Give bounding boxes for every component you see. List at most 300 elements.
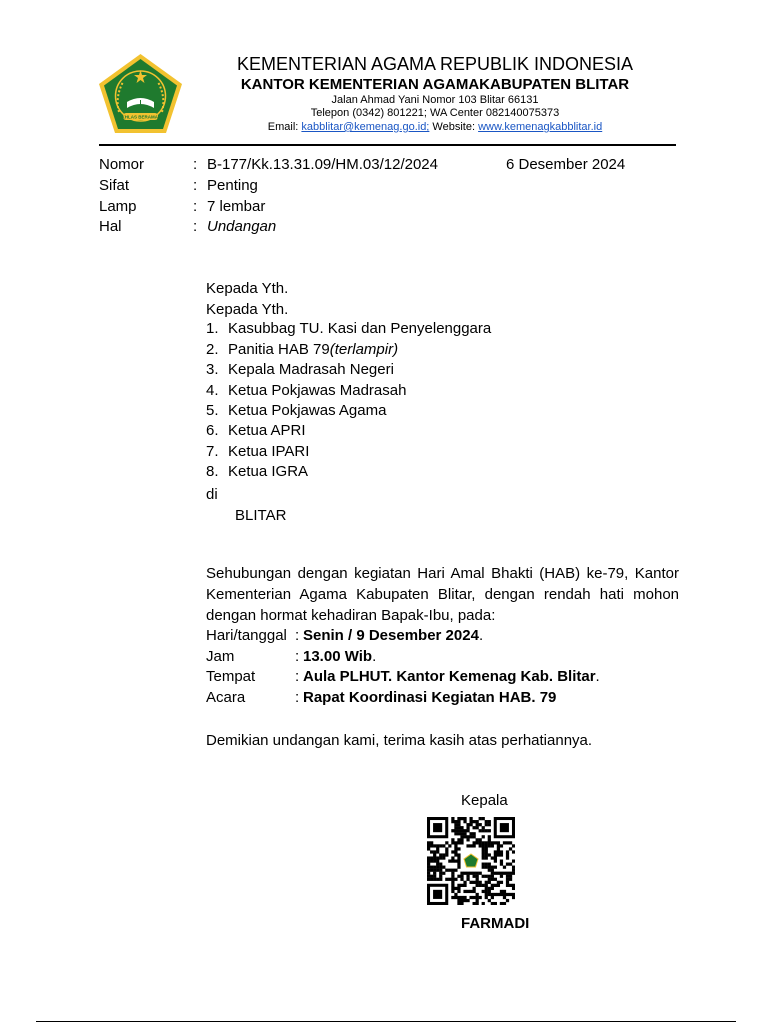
qr-module [427,847,430,850]
qr-module [482,850,485,853]
qr-module [442,853,445,856]
qr-module [445,878,448,881]
qr-module [460,829,463,832]
qr-module [466,838,469,841]
qr-module [451,850,454,853]
list-item: 6. Ketua APRI [206,422,306,439]
qr-module [509,872,512,875]
qr-module [451,820,454,823]
qr-module [488,838,491,841]
qr-module [442,866,445,869]
qr-module [451,881,454,884]
qr-module [454,896,457,899]
qr-module [488,844,491,847]
qr-module [500,853,503,856]
qr-module [509,893,512,896]
qr-module [463,872,466,875]
qr-module [500,881,503,884]
qr-module [485,850,488,853]
qr-module [457,902,460,905]
list-item: 2. Panitia HAB 79(terlampir) [206,341,399,358]
qr-module [430,844,433,847]
qr-module [500,859,503,862]
qr-module [494,872,497,875]
qr-module [473,826,476,829]
qr-module [491,896,494,899]
qr-module [494,893,497,896]
lamp-value: 7 lembar [207,198,266,215]
office-phone: Telepon (0342) 801221; WA Center 082140075373 [310,107,560,119]
qr-module [463,881,466,884]
qr-module [451,875,454,878]
qr-module [497,881,500,884]
office-address: Jalan Ahmad Yani Nomor 103 Blitar 66131 [331,94,539,106]
qr-module [485,841,488,844]
qr-module [439,875,442,878]
qr-module [427,866,430,869]
footer-divider [36,1021,736,1022]
colon: : [193,218,198,235]
colon: : [193,198,198,215]
signature-title: Kepala [461,792,508,809]
qr-module [457,859,460,862]
qr-module [485,847,488,850]
qr-module [482,841,485,844]
qr-module [506,850,509,853]
qr-module [497,893,500,896]
qr-module [457,829,460,832]
qr-module [500,863,503,866]
qr-module [482,844,485,847]
qr-module [463,829,466,832]
qr-module [457,866,460,869]
qr-module [433,850,436,853]
qr-module [457,896,460,899]
qr-module [466,826,469,829]
qr-module [491,869,494,872]
qr-module [509,841,512,844]
qr-module [454,850,457,853]
qr-module [430,859,433,862]
qr-module [469,872,472,875]
qr-module [506,841,509,844]
recipient-city: BLITAR [235,507,287,524]
qr-module [485,887,488,890]
hal-value: Undangan [207,218,277,235]
qr-module [463,899,466,902]
qr-module [479,872,482,875]
qr-module [466,829,469,832]
list-item: 5. Ketua Pokjawas Agama [206,402,387,419]
qr-module [488,866,491,869]
qr-module [506,893,509,896]
qr-module [509,878,512,881]
lamp-label: Lamp [99,198,137,215]
qr-module [436,859,439,862]
qr-module [506,853,509,856]
greeting: Kepada Yth. [206,280,289,297]
website-link[interactable]: www.kemenagkabblitar.id [478,121,603,133]
sifat-value: Penting [207,177,258,194]
qr-module [460,872,463,875]
qr-module [448,859,451,862]
qr-module [494,841,497,844]
qr-module [512,872,515,875]
qr-module [491,866,494,869]
qr-module [473,902,476,905]
qr-module [454,859,457,862]
qr-module [512,869,515,872]
qr-module [485,890,488,893]
qr-module [460,884,463,887]
qr-module [454,841,457,844]
qr-module [476,902,479,905]
qr-module [479,844,482,847]
qr-module [439,872,442,875]
qr-module [436,844,439,847]
qr-module [457,863,460,866]
qr-module [512,884,515,887]
qr-module [436,850,439,853]
qr-module [488,899,491,902]
qr-finder [433,823,442,832]
qr-module [494,902,497,905]
signatory-name: FARMADI [461,915,530,932]
qr-module [448,844,451,847]
list-item: 1. Kasubbag TU. Kasi dan Penyelenggara [206,320,492,337]
hal-label: Hal [99,218,122,235]
qr-module [463,832,466,835]
qr-module [469,823,472,826]
qr-module [473,820,476,823]
qr-module [460,835,463,838]
qr-module [439,869,442,872]
qr-module [482,902,485,905]
qr-module [482,875,485,878]
qr-module [427,844,430,847]
qr-module [463,835,466,838]
qr-module [512,850,515,853]
qr-module [460,838,463,841]
qr-module [500,890,503,893]
qr-module [497,872,500,875]
qr-module [473,896,476,899]
qr-module [457,832,460,835]
qr-module [506,881,509,884]
qr-module [457,899,460,902]
qr-module [433,878,436,881]
list-item: 4. Ketua Pokjawas Madrasah [206,382,407,399]
qr-module [457,875,460,878]
qr-module [506,872,509,875]
qr-module [500,850,503,853]
qr-module [482,856,485,859]
qr-module [488,841,491,844]
qr-module [427,878,430,881]
qr-module [506,856,509,859]
qr-module [500,893,503,896]
qr-module [451,890,454,893]
qr-module [454,823,457,826]
qr-module [451,829,454,832]
qr-module [479,881,482,884]
qr-module [460,878,463,881]
colon: : [193,177,198,194]
qr-module [494,878,497,881]
qr-module [457,820,460,823]
qr-module [488,875,491,878]
website-label: Website: [429,121,476,133]
qr-module [491,875,494,878]
qr-module [506,863,509,866]
qr-module [442,872,445,875]
qr-module [454,844,457,847]
qr-module [439,863,442,866]
qr-module [488,881,491,884]
qr-module [503,872,506,875]
qr-module [488,869,491,872]
qr-module [491,841,494,844]
qr-module [457,841,460,844]
qr-module [469,820,472,823]
qr-module [512,844,515,847]
qr-module [460,826,463,829]
qr-module [448,869,451,872]
qr-module [479,896,482,899]
recipient-di: di [206,486,218,503]
qr-module [454,878,457,881]
qr-module [436,847,439,850]
qr-finder [500,823,509,832]
qr-module [482,835,485,838]
qr-module [451,869,454,872]
qr-module [454,829,457,832]
qr-module [457,838,460,841]
qr-module [488,835,491,838]
qr-module [509,863,512,866]
qr-module [469,817,472,820]
qr-module [460,875,463,878]
qr-module [488,829,491,832]
qr-module [506,899,509,902]
qr-module [509,875,512,878]
qr-module [476,875,479,878]
qr-module [479,823,482,826]
list-item: 8. Ketua IGRA [206,463,309,480]
qr-module [457,847,460,850]
qr-module [482,866,485,869]
qr-module [485,881,488,884]
qr-module [451,887,454,890]
qr-module [476,878,479,881]
qr-module [506,875,509,878]
qr-center-logo [464,854,478,867]
qr-module [485,829,488,832]
header-divider [99,144,676,146]
qr-module [494,866,497,869]
sifat-label: Sifat [99,177,130,194]
qr-module [503,841,506,844]
qr-module [466,899,469,902]
qr-module [430,869,433,872]
qr-module [491,884,494,887]
qr-module [433,875,436,878]
qr-module [497,853,500,856]
qr-module [439,866,442,869]
qr-module [469,890,472,893]
qr-module [509,884,512,887]
qr-module [512,893,515,896]
qr-module [451,856,454,859]
qr-module [466,844,469,847]
qr-module [433,866,436,869]
qr-module [457,887,460,890]
qr-module [482,829,485,832]
qr-module [460,899,463,902]
qr-module [476,893,479,896]
qr-module [488,823,491,826]
qr-module [454,869,457,872]
qr-module [488,863,491,866]
qr-module [439,878,442,881]
qr-module [488,893,491,896]
qr-module [476,884,479,887]
qr-module [482,826,485,829]
qr-module [491,872,494,875]
list-item: 7. Ketua IPARI [206,443,310,460]
qr-module [491,844,494,847]
qr-module [469,835,472,838]
qr-module [430,866,433,869]
qr-module [476,826,479,829]
qr-module [451,838,454,841]
qr-module [436,863,439,866]
qr-module [473,832,476,835]
qr-module [485,844,488,847]
qr-module [469,896,472,899]
qr-module [491,878,494,881]
qr-module [503,866,506,869]
qr-module [430,841,433,844]
qr-module [512,859,515,862]
qr-module [466,878,469,881]
qr-module [427,863,430,866]
qr-finder [433,890,442,899]
qr-module [433,856,436,859]
qr-module [512,887,515,890]
qr-module [482,853,485,856]
qr-module [463,817,466,820]
qr-module [497,841,500,844]
ministry-title: KEMENTERIAN AGAMA REPUBLIK INDONESIA [236,54,634,74]
qr-module [460,841,463,844]
qr-module [445,869,448,872]
qr-module [451,817,454,820]
qr-module [451,896,454,899]
qr-module [427,859,430,862]
qr-module [488,890,491,893]
greeting-repeat: Kepada Yth. [206,301,289,318]
qr-module [509,847,512,850]
qr-module [488,887,491,890]
qr-module [503,896,506,899]
qr-module [473,844,476,847]
qr-module [473,881,476,884]
qr-module [512,866,515,869]
qr-module [430,856,433,859]
qr-module [491,887,494,890]
qr-code-signature [427,817,515,905]
qr-module [442,856,445,859]
qr-module [500,844,503,847]
qr-module [476,841,479,844]
qr-module [454,887,457,890]
qr-module [476,820,479,823]
qr-module [454,893,457,896]
qr-module [482,817,485,820]
qr-module [491,902,494,905]
qr-module [473,872,476,875]
qr-module [457,890,460,893]
qr-module [457,853,460,856]
qr-module [494,850,497,853]
qr-module [460,832,463,835]
qr-module [448,878,451,881]
letter-date: 6 Desember 2024 [506,156,626,173]
qr-module [497,844,500,847]
email-link[interactable]: kabblitar@kemenag.go.id; [301,121,430,133]
qr-module [485,823,488,826]
qr-module [469,881,472,884]
qr-module [485,875,488,878]
qr-module [476,881,479,884]
qr-module [445,841,448,844]
qr-module [485,896,488,899]
qr-module [512,896,515,899]
qr-module [485,820,488,823]
qr-module [466,823,469,826]
qr-module [476,899,479,902]
qr-module [503,890,506,893]
qr-module [497,847,500,850]
qr-module [433,844,436,847]
qr-module [436,866,439,869]
qr-module [463,884,466,887]
qr-module [482,847,485,850]
qr-module [485,856,488,859]
qr-module [485,866,488,869]
qr-module [479,829,482,832]
qr-module [430,878,433,881]
qr-module [497,884,500,887]
qr-module [445,847,448,850]
closing-sentence: Demikian undangan kami, terima kasih atas perhatiannya. [206,732,593,749]
qr-module [488,853,491,856]
office-contact [200,121,670,133]
qr-module [482,884,485,887]
qr-module [454,820,457,823]
qr-module [451,872,454,875]
qr-module [491,893,494,896]
qr-module [497,850,500,853]
qr-module [430,850,433,853]
qr-module [479,841,482,844]
list-item: 3. Kepala Madrasah Negeri [206,361,394,378]
qr-module [460,817,463,820]
qr-module [457,826,460,829]
qr-module [485,893,488,896]
qr-module [451,884,454,887]
